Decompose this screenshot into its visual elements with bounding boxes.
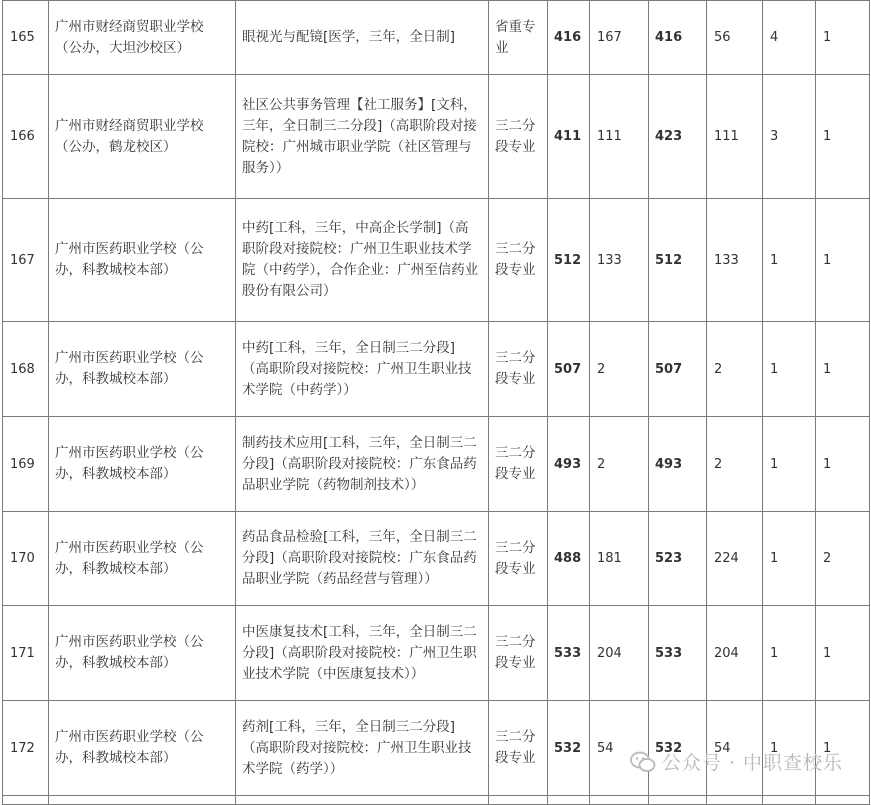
min-rank: 167 bbox=[590, 1, 649, 75]
watermark-text: 公众号 · 中职查校乐 bbox=[661, 752, 843, 774]
min-score: 512 bbox=[548, 199, 590, 322]
max-rank: 2 bbox=[707, 417, 763, 512]
school-name: 广州市医药职业学校（公办，科教城校本部） bbox=[49, 701, 236, 796]
min-score: 493 bbox=[548, 417, 590, 512]
max-score: 512 bbox=[649, 199, 707, 322]
max-score: 416 bbox=[649, 1, 707, 75]
plan-count: 1 bbox=[763, 199, 816, 322]
watermark bbox=[630, 748, 843, 775]
min-score: 488 bbox=[548, 512, 590, 606]
plan-count: 1 bbox=[763, 512, 816, 606]
school-name: 广州市财经商贸职业学校（公办，鹤龙校区） bbox=[49, 75, 236, 199]
max-score: 423 bbox=[649, 75, 707, 199]
table-row bbox=[3, 417, 870, 512]
empty-cell bbox=[649, 796, 707, 805]
min-score: 411 bbox=[548, 75, 590, 199]
major-description: 中药[工科，三年，全日制三二分段]（高职阶段对接院校：广州卫生职业技术学院（中药学）） bbox=[236, 322, 489, 417]
row-number: 170 bbox=[3, 512, 49, 606]
empty-cell bbox=[489, 796, 548, 805]
row-number: 165 bbox=[3, 1, 49, 75]
min-rank: 111 bbox=[590, 75, 649, 199]
school-name: 广州市财经商贸职业学校（公办，大坦沙校区） bbox=[49, 1, 236, 75]
school-name: 广州市医药职业学校（公办，科教城校本部） bbox=[49, 322, 236, 417]
min-score: 532 bbox=[548, 701, 590, 796]
table-body bbox=[3, 1, 870, 805]
max-rank: 56 bbox=[707, 1, 763, 75]
school-name: 广州市医药职业学校（公办，科教城校本部） bbox=[49, 512, 236, 606]
major-type: 三二分段专业 bbox=[489, 606, 548, 701]
table-row-partial bbox=[3, 796, 870, 805]
row-number: 169 bbox=[3, 417, 49, 512]
plan-count: 1 bbox=[763, 701, 816, 796]
major-description: 中药[工科，三年，中高企长学制]（高职阶段对接院校：广州卫生职业技术学院（中药学），合作企业：广州至信药业股份有限公司） bbox=[236, 199, 489, 322]
empty-cell bbox=[236, 796, 489, 805]
max-rank: 204 bbox=[707, 606, 763, 701]
major-description: 社区公共事务管理【社工服务】[文科，三年，全日制三二分段]（高职阶段对接院校：广州城市职业学院（社区管理与服务）） bbox=[236, 75, 489, 199]
plan-count: 3 bbox=[763, 75, 816, 199]
empty-cell bbox=[3, 796, 49, 805]
major-type: 三二分段专业 bbox=[489, 417, 548, 512]
max-rank: 224 bbox=[707, 512, 763, 606]
row-number: 172 bbox=[3, 701, 49, 796]
min-score: 416 bbox=[548, 1, 590, 75]
major-description: 眼视光与配镜[医学，三年，全日制] bbox=[236, 1, 489, 75]
plan-count: 1 bbox=[763, 322, 816, 417]
row-number: 171 bbox=[3, 606, 49, 701]
row-number: 166 bbox=[3, 75, 49, 199]
wechat-icon bbox=[630, 751, 656, 773]
plan-count: 4 bbox=[763, 1, 816, 75]
table-row bbox=[3, 322, 870, 417]
min-score: 533 bbox=[548, 606, 590, 701]
min-rank: 54 bbox=[590, 701, 649, 796]
major-type: 三二分段专业 bbox=[489, 322, 548, 417]
row-number: 167 bbox=[3, 199, 49, 322]
admit-count: 1 bbox=[816, 606, 870, 701]
plan-count: 1 bbox=[763, 417, 816, 512]
admit-count: 1 bbox=[816, 701, 870, 796]
max-score: 507 bbox=[649, 322, 707, 417]
major-type: 三二分段专业 bbox=[489, 701, 548, 796]
admit-count: 1 bbox=[816, 75, 870, 199]
max-score: 532 bbox=[649, 701, 707, 796]
admit-count: 1 bbox=[816, 199, 870, 322]
school-name: 广州市医药职业学校（公办，科教城校本部） bbox=[49, 199, 236, 322]
table-row bbox=[3, 606, 870, 701]
empty-cell bbox=[707, 796, 763, 805]
major-type: 三二分段专业 bbox=[489, 512, 548, 606]
max-score: 493 bbox=[649, 417, 707, 512]
major-description: 制药技术应用[工科，三年，全日制三二分段]（高职阶段对接院校：广东食品药品职业学院（药物制剂技术）） bbox=[236, 417, 489, 512]
min-rank: 204 bbox=[590, 606, 649, 701]
max-rank: 2 bbox=[707, 322, 763, 417]
major-type: 省重专业 bbox=[489, 1, 548, 75]
admission-table bbox=[2, 0, 870, 805]
min-score: 507 bbox=[548, 322, 590, 417]
min-rank: 133 bbox=[590, 199, 649, 322]
admit-count: 1 bbox=[816, 417, 870, 512]
school-name: 广州市医药职业学校（公办，科教城校本部） bbox=[49, 417, 236, 512]
table-row bbox=[3, 512, 870, 606]
min-rank: 2 bbox=[590, 417, 649, 512]
admit-count: 2 bbox=[816, 512, 870, 606]
max-score: 533 bbox=[649, 606, 707, 701]
max-rank: 111 bbox=[707, 75, 763, 199]
min-rank: 2 bbox=[590, 322, 649, 417]
empty-cell bbox=[816, 796, 870, 805]
table-row bbox=[3, 1, 870, 75]
max-score: 523 bbox=[649, 512, 707, 606]
table-row bbox=[3, 199, 870, 322]
empty-cell bbox=[763, 796, 816, 805]
row-number: 168 bbox=[3, 322, 49, 417]
admit-count: 1 bbox=[816, 322, 870, 417]
major-description: 中医康复技术[工科，三年，全日制三二分段]（高职阶段对接院校：广州卫生职业技术学院（中医康复技术）） bbox=[236, 606, 489, 701]
admit-count: 1 bbox=[816, 1, 870, 75]
empty-cell bbox=[548, 796, 590, 805]
school-name: 广州市医药职业学校（公办，科教城校本部） bbox=[49, 606, 236, 701]
major-type: 三二分段专业 bbox=[489, 199, 548, 322]
empty-cell bbox=[49, 796, 236, 805]
empty-cell bbox=[590, 796, 649, 805]
major-description: 药剂[工科，三年，全日制三二分段]（高职阶段对接院校：广州卫生职业技术学院（药学）） bbox=[236, 701, 489, 796]
major-type: 三二分段专业 bbox=[489, 75, 548, 199]
max-rank: 54 bbox=[707, 701, 763, 796]
min-rank: 181 bbox=[590, 512, 649, 606]
max-rank: 133 bbox=[707, 199, 763, 322]
major-description: 药品食品检验[工科，三年，全日制三二分段]（高职阶段对接院校：广东食品药品职业学院（药品经营与管理）） bbox=[236, 512, 489, 606]
plan-count: 1 bbox=[763, 606, 816, 701]
table-row bbox=[3, 75, 870, 199]
